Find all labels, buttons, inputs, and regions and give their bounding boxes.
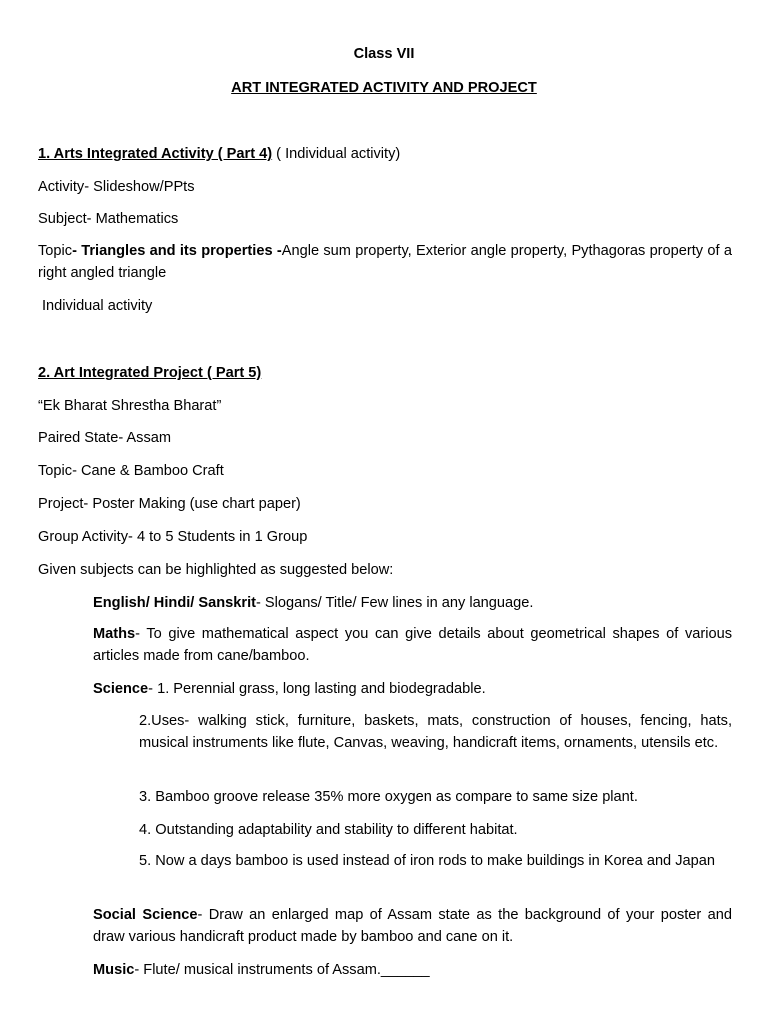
science-point-adaptability: 4. Outstanding adaptability and stability to different habitat. [139, 822, 518, 838]
section2-project: Project- Poster Making (use chart paper) [38, 496, 301, 512]
section2-quote: “Ek Bharat Shrestha Bharat” [38, 398, 222, 414]
section2-intro: Given subjects can be highlighted as suggested below: [38, 562, 394, 578]
science-label: Science [93, 681, 149, 697]
section2-heading: 2. Art Integrated Project ( Part 5) [38, 365, 262, 381]
maths-label: Maths [93, 626, 136, 642]
subject-science [93, 680, 486, 698]
section1-activity: Activity- Slideshow/PPts [38, 179, 195, 195]
science-point-uses: 2.Uses- walking stick, furniture, baskets, mats, construction of houses, fencing, hats, musical instruments like flute, Canvas, weaving, handicraft items, ornaments, utensils etc. [139, 713, 732, 751]
section1-topic-bold: - Triangles and its properties - [72, 243, 282, 259]
science-text: - 1. Perennial grass, long lasting and biodegradable. [148, 681, 486, 697]
social-text: - Draw an enlarged map of Assam state as the background of your poster and draw various handicraft product made by bamboo and cane on it. [93, 907, 732, 945]
section1-heading-suffix: ( Individual activity) [272, 146, 401, 162]
english-text: - Slogans/ Title/ Few lines in any language. [256, 595, 534, 611]
maths-text: - To give mathematical aspect you can give details about geometrical shapes of various articles made from cane/bamboo. [93, 626, 732, 664]
section1-heading-line [38, 145, 400, 163]
science-point-oxygen: 3. Bamboo groove release 35% more oxygen as compare to same size plant. [139, 789, 638, 805]
subject-english [93, 594, 533, 612]
social-label: Social Science [93, 907, 198, 923]
section2-paired-state: Paired State- Assam [38, 430, 172, 446]
section1-topic-text: Angle sum property, Exterior angle property, Pythagoras property of a right angled triangle [38, 243, 732, 281]
section1-heading: 1. Arts Integrated Activity ( Part 4) [38, 146, 273, 162]
music-label: Music [93, 962, 135, 978]
class-title: Class VII [353, 46, 415, 62]
section1-note: Individual activity [42, 298, 153, 314]
english-label: English/ Hindi/ Sanskrit [93, 595, 256, 611]
subject-music [93, 961, 430, 979]
section1-topic [38, 241, 732, 284]
music-end: .______ [376, 962, 430, 978]
subject-maths [93, 624, 732, 667]
subject-social-science [93, 905, 732, 948]
main-title: ART INTEGRATED ACTIVITY AND PROJECT [231, 80, 537, 96]
music-text: - Flute/ musical instruments of Assam [134, 962, 377, 978]
section1-subject: Subject- Mathematics [38, 211, 179, 227]
section2-group: Group Activity- 4 to 5 Students in 1 Group [38, 529, 308, 545]
section1-topic-label: Topic [38, 243, 73, 259]
section2-topic: Topic- Cane & Bamboo Craft [38, 463, 224, 479]
science-point-buildings: 5. Now a days bamboo is used instead of iron rods to make buildings in Korea and Japan [139, 853, 715, 869]
